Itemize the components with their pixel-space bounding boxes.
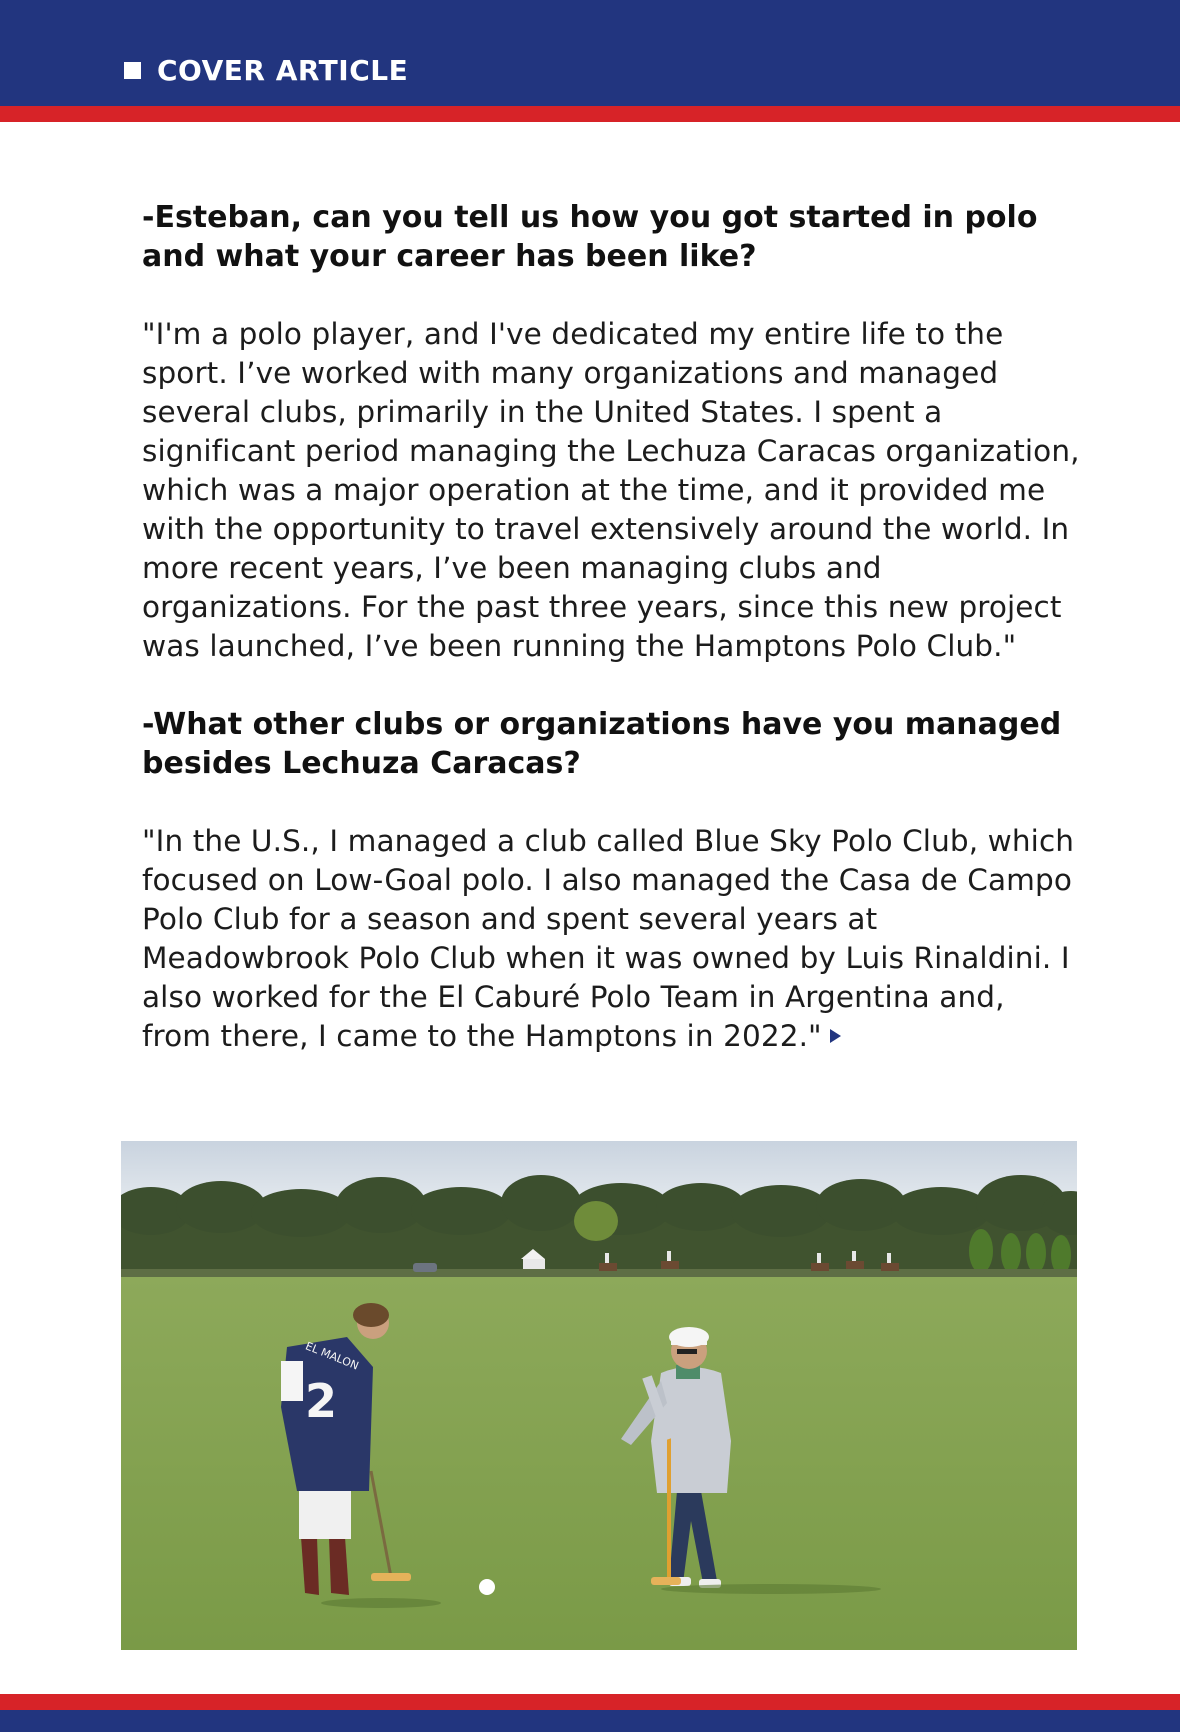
- header-red-stripe: [0, 106, 1180, 122]
- polo-ball: [479, 1579, 495, 1595]
- main-field: [121, 1277, 1077, 1650]
- jersey-number: 2: [305, 1374, 338, 1428]
- question-1: -Esteban, can you tell us how you got started in polo and what your career has been like?: [142, 200, 1038, 274]
- footer-red-stripe: [0, 1694, 1180, 1710]
- polo-field-photo: [121, 1141, 1077, 1650]
- answer-2-text: "In the U.S., I managed a club called Blue Sky Polo Club, which focused on Low-Goal polo. I also managed the Casa de Campo Polo Club for a season and spent several years at Meadowbrook Polo Club when it was owned by Luis Rinaldini. I also worked for the El Caburé Polo Team in Argentina and, from there, I came to the Hamptons in 2022.": [142, 824, 1075, 1053]
- answer-1: "I'm a polo player, and I've dedicated my entire life to the sport. I’ve worked with many organizations and managed several clubs, primarily in the United States. I spent a significant period managing the Lechuza Caracas organization, which was a major operation at the time, and it provided me with the opportunity to travel extensively around the world. In more recent years, I’ve been managing clubs and organizations. For the past three years, since this new project was launched, I’ve been running the Hamptons Polo Club.": [142, 317, 1080, 663]
- jersey-text: EL MALON: [303, 1339, 361, 1373]
- child-mallet-head: [371, 1573, 411, 1581]
- shadow-adult: [661, 1584, 881, 1594]
- adult-mallet-head: [651, 1577, 681, 1585]
- square-bullet-icon: [124, 62, 141, 79]
- parked-car: [413, 1263, 437, 1272]
- article-body: [142, 198, 1082, 1095]
- footer-band: [0, 1710, 1180, 1732]
- section-label-text: COVER ARTICLE: [157, 53, 409, 87]
- continue-arrow-icon: [830, 1029, 841, 1043]
- shadow-child: [321, 1598, 441, 1608]
- photo-illustration: [121, 1141, 1077, 1650]
- question-2: -What other clubs or organizations have you managed besides Lechuza Caracas?: [142, 707, 1062, 781]
- answer-2: [142, 822, 1082, 1056]
- section-label: [124, 52, 408, 88]
